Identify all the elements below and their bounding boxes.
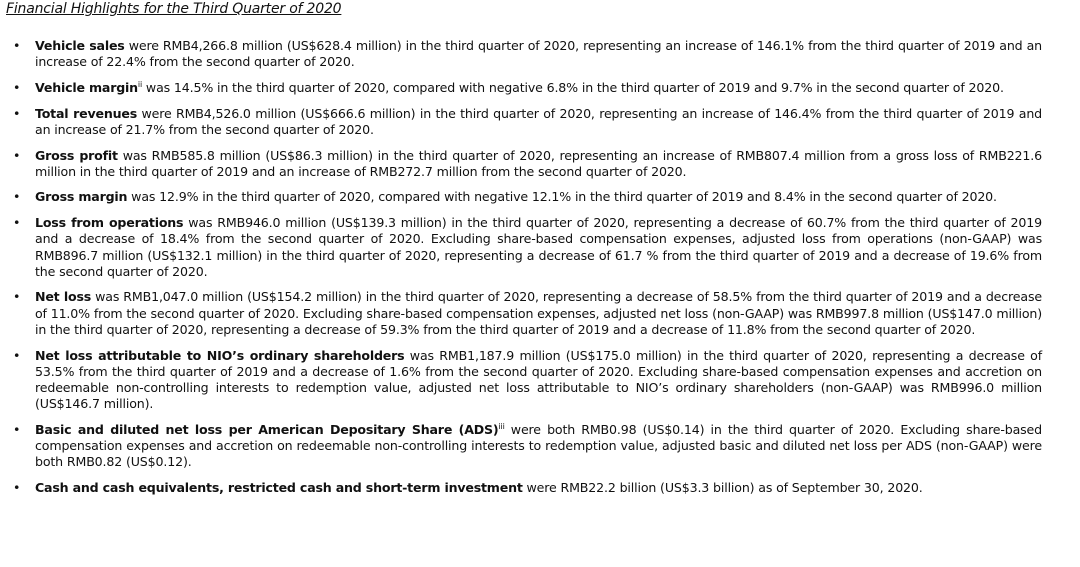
highlight-item-loss-from-operations [0, 215, 1080, 280]
highlight-item-net-loss-attributable [0, 348, 1080, 413]
highlight-term: Total revenues [35, 105, 138, 121]
highlight-text: were RMB22.2 billion (US$3.3 billion) as of September 30, 2020. [522, 479, 923, 495]
highlight-text: was RMB1,047.0 million (US$154.2 million) in the third quarter of 2020, representing a decrease of 58.5% from the third quarter of 2019 and a decrease of 11.0% from the second quarter of 2020. Excluding share-based compensation expenses, adjusted net loss (non-GAAP) was RMB997.8 million (US$147.0 million) in the third quarter of 2020, representing a decrease of 59.3% from the third quarter of 2019 and a decrease of 11.8% from the second quarter of 2020. [35, 289, 1042, 337]
highlight-item-total-revenues [0, 106, 1080, 138]
highlight-term: Net loss [35, 289, 92, 305]
footnote-marker: ii [137, 79, 143, 89]
highlight-term: Basic and diluted net loss per American Depositary Share (ADS) [35, 421, 499, 437]
section-heading: Financial Highlights for the Third Quarter of 2020 [6, 1, 342, 17]
highlight-term: Vehicle sales [35, 38, 125, 53]
highlight-item-gross-margin [0, 189, 1080, 205]
highlight-text: was RMB585.8 million (US$86.3 million) in the third quarter of 2020, representing an increase of RMB807.4 million from a gross loss of RMB221.6 million in the third quarter of 2019 and an increase of RMB272.7 million from the second quarter of 2020. [35, 147, 1042, 179]
highlight-text: was 14.5% in the third quarter of 2020, compared with negative 6.8% in the third quarter of 2019 and 9.7% in the second quarter of 2020. [142, 79, 1004, 95]
highlight-item-vehicle-sales [0, 38, 1080, 70]
highlight-term: Cash and cash equivalents, restricted cash and short-term investment [35, 479, 523, 495]
highlight-text: was RMB946.0 million (US$139.3 million) in the third quarter of 2020, representing a decrease of 60.7% from the third quarter of 2019 and a decrease of 18.4% from the second quarter of 2020. Excluding share-based compensation expenses, adjusted loss from operations (non-GAAP) was RMB896.7 million (US$132.1 million) in the third quarter of 2020, representing a decrease of 61.7 % from the third quarter of 2019 and a decrease of 19.6% from the second quarter of 2020. [35, 215, 1042, 279]
highlights-list [0, 38, 1080, 506]
highlight-term: Gross margin [35, 189, 128, 205]
highlight-item-net-loss-per-ads [0, 422, 1080, 471]
highlight-item-gross-profit [0, 148, 1080, 180]
highlight-term: Loss from operations [35, 215, 184, 231]
highlight-item-cash [0, 480, 1080, 496]
footnote-marker: iii [498, 421, 505, 431]
highlight-text: were RMB4,526.0 million (US$666.6 million) in the third quarter of 2020, representing an increase of 146.4% from the third quarter of 2019 and an increase of 21.7% from the second quarter of 2020. [35, 105, 1042, 137]
highlight-text: were RMB4,266.8 million (US$628.4 million) in the third quarter of 2020, representing an increase of 146.1% from the third quarter of 2019 and an increase of 22.4% from the second quarter of 2020. [35, 38, 1043, 70]
highlight-item-net-loss [0, 289, 1080, 338]
highlight-text: were both RMB0.98 (US$0.14) in the third quarter of 2020. Excluding share-based compensation expenses and accretion on redeemable non-controlling interests to redemption value, adjusted basic and diluted net loss per ADS (non-GAAP) were both RMB0.82 (US$0.12). [35, 421, 1042, 470]
highlight-term: Vehicle margin [35, 79, 138, 95]
highlight-text: was 12.9% in the third quarter of 2020, compared with negative 12.1% in the third quarter of 2019 and 8.4% in the second quarter of 2020. [127, 189, 997, 205]
highlight-term: Gross profit [35, 147, 118, 163]
highlight-text: was RMB1,187.9 million (US$175.0 million) in the third quarter of 2020, representing a decrease of 53.5% from the third quarter of 2019 and a decrease of 1.6% from the second quarter of 2020. Excluding share-based compensation expenses and accretion on redeemable non-controlling interests to redemption value, adjusted net loss attributable to NIO’s ordinary shareholders (non-GAAP) was RMB996.0 million (US$146.7 million). [35, 347, 1043, 412]
highlight-term: Net loss attributable to NIO’s ordinary shareholders [35, 347, 405, 363]
highlight-item-vehicle-margin [0, 80, 1080, 96]
